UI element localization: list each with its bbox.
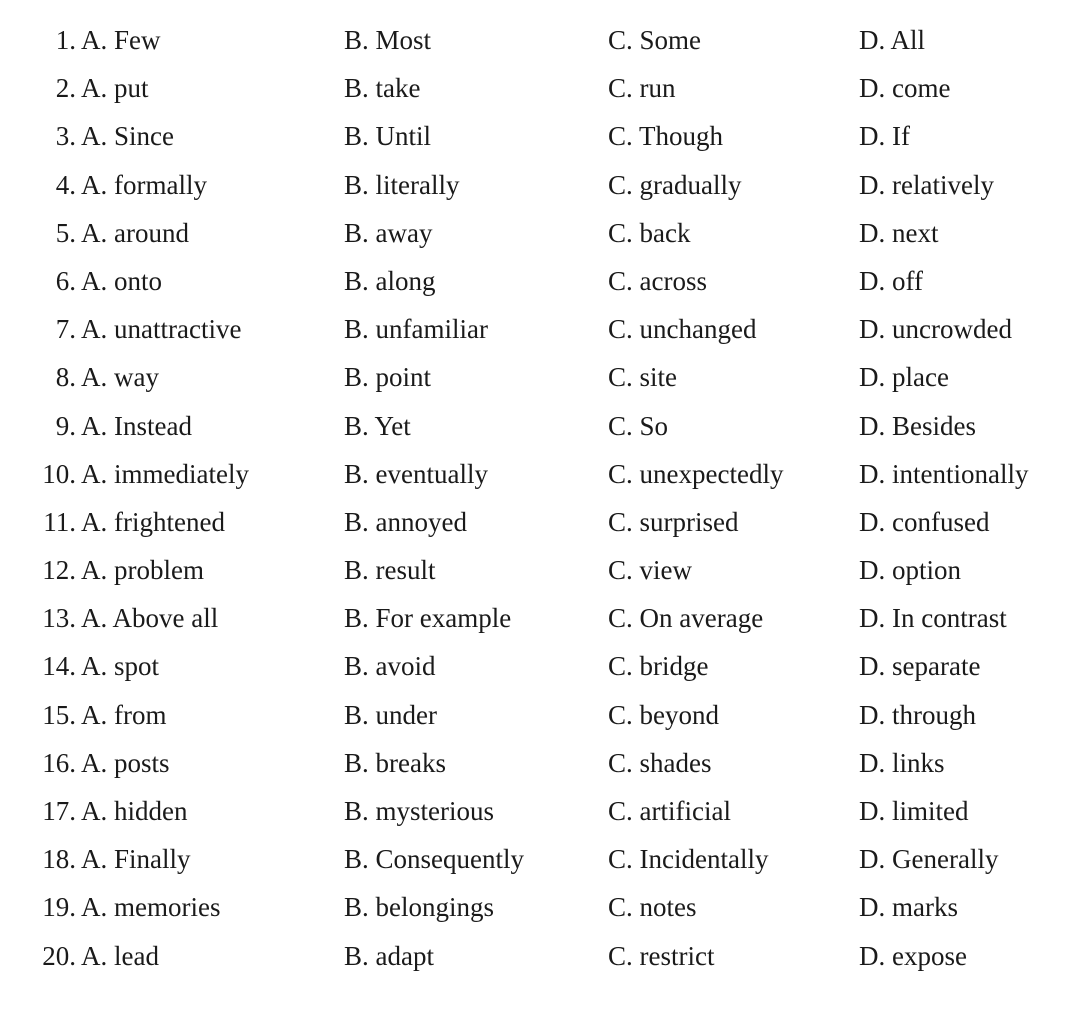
- question-number: 5.: [55, 217, 76, 248]
- option-c: C. run: [608, 73, 676, 104]
- option-a: A. put: [81, 73, 149, 104]
- question-row: [0, 305, 1080, 353]
- option-b: B. result: [344, 555, 436, 586]
- option-b: B. under: [344, 699, 437, 730]
- question-number: 2.: [55, 73, 76, 104]
- question-number: 8.: [55, 362, 76, 393]
- option-a: A. Finally: [81, 844, 191, 875]
- option-a: A. posts: [81, 747, 170, 778]
- option-b: B. adapt: [344, 940, 434, 971]
- option-c: C. unchanged: [608, 314, 757, 345]
- question-row: [0, 16, 1080, 64]
- option-a: A. onto: [81, 265, 162, 296]
- option-b: B. breaks: [344, 747, 446, 778]
- question-row: [0, 883, 1080, 931]
- option-b: B. Until: [344, 121, 432, 152]
- option-a: A. problem: [81, 555, 204, 586]
- question-row: [0, 209, 1080, 257]
- question-row: [0, 498, 1080, 546]
- option-a: A. around: [81, 217, 189, 248]
- option-c: C. across: [608, 265, 707, 296]
- option-c: C. shades: [608, 747, 712, 778]
- question-row: [0, 112, 1080, 160]
- option-c: C. bridge: [608, 651, 709, 682]
- option-b: B. Consequently: [344, 844, 524, 875]
- option-b: B. away: [344, 217, 433, 248]
- option-a: A. way: [81, 362, 159, 393]
- option-b: B. Most: [344, 25, 432, 55]
- option-b: B. point: [344, 362, 432, 393]
- question-row: [0, 787, 1080, 835]
- option-b: B. belongings: [344, 892, 495, 923]
- question-row: [0, 932, 1080, 980]
- question-row: [0, 739, 1080, 787]
- option-c: C. back: [608, 217, 691, 248]
- option-d: D. next: [859, 217, 939, 248]
- option-a: A. formally: [81, 169, 207, 200]
- option-b: B. avoid: [344, 651, 436, 682]
- question-number: 3.: [55, 121, 76, 152]
- question-number: 9.: [55, 410, 76, 441]
- option-d: D. relatively: [859, 169, 994, 200]
- option-a: A. Few: [81, 25, 161, 55]
- option-c: C. Some: [608, 25, 702, 55]
- question-row: [0, 402, 1080, 450]
- option-c: C. Though: [608, 121, 724, 152]
- option-a: A. Above all: [81, 603, 219, 634]
- question-number: 15.: [42, 699, 76, 730]
- question-number: 6.: [55, 265, 76, 296]
- option-b: B. For example: [344, 603, 512, 634]
- question-row: [0, 691, 1080, 739]
- option-b: B. literally: [344, 169, 460, 200]
- question-number: 1.: [55, 25, 76, 55]
- option-d: D. Generally: [859, 844, 999, 875]
- question-number: 12.: [42, 555, 76, 586]
- question-number: 18.: [42, 844, 76, 875]
- option-d: D. In contrast: [859, 603, 1007, 634]
- option-a: A. from: [81, 699, 167, 730]
- option-b: B. take: [344, 73, 421, 104]
- question-number: 19.: [42, 892, 76, 923]
- option-d: D. confused: [859, 506, 990, 537]
- question-row: [0, 594, 1080, 642]
- option-c: C. beyond: [608, 699, 719, 730]
- option-b: B. along: [344, 265, 436, 296]
- question-number: 14.: [42, 651, 76, 682]
- option-c: C. Incidentally: [608, 844, 769, 875]
- question-number: 13.: [42, 603, 76, 634]
- question-row: [0, 257, 1080, 305]
- option-c: C. On average: [608, 603, 764, 634]
- option-d: D. All: [859, 25, 926, 55]
- option-a: A. hidden: [81, 796, 188, 826]
- option-a: A. frightened: [81, 506, 225, 537]
- question-number: 16.: [42, 747, 76, 778]
- question-number: 7.: [55, 314, 76, 345]
- option-b: B. annoyed: [344, 506, 467, 537]
- question-row: [0, 64, 1080, 112]
- option-d: D. marks: [859, 892, 958, 923]
- option-c: C. gradually: [608, 169, 742, 200]
- option-c: C. artificial: [608, 796, 731, 826]
- question-row: [0, 642, 1080, 690]
- option-b: B. Yet: [344, 410, 411, 441]
- option-a: A. memories: [81, 892, 221, 923]
- question-number: 10.: [42, 458, 76, 489]
- option-d: D. uncrowded: [859, 314, 1012, 345]
- option-b: B. eventually: [344, 458, 488, 489]
- option-a: A. Since: [81, 121, 174, 152]
- option-c: C. So: [608, 410, 669, 441]
- answer-options-list: [0, 16, 1080, 980]
- option-d: D. option: [859, 555, 962, 586]
- question-number: 4.: [55, 169, 76, 200]
- option-c: C. surprised: [608, 506, 739, 537]
- question-row: [0, 450, 1080, 498]
- question-number: 17.: [42, 796, 76, 826]
- question-row: [0, 546, 1080, 594]
- option-d: D. through: [859, 699, 976, 730]
- option-d: D. Besides: [859, 410, 976, 441]
- question-row: [0, 835, 1080, 883]
- option-d: D. If: [859, 121, 910, 152]
- option-d: D. come: [859, 73, 951, 104]
- option-a: A. immediately: [81, 458, 249, 489]
- option-c: C. notes: [608, 892, 697, 923]
- option-b: B. mysterious: [344, 796, 495, 826]
- option-d: D. off: [859, 265, 923, 296]
- option-b: B. unfamiliar: [344, 314, 488, 345]
- option-d: D. expose: [859, 940, 967, 971]
- option-a: A. spot: [81, 651, 160, 682]
- option-d: D. separate: [859, 651, 981, 682]
- option-d: D. place: [859, 362, 949, 393]
- question-number: 20.: [42, 940, 76, 971]
- option-c: C. unexpectedly: [608, 458, 784, 489]
- option-d: D. links: [859, 747, 945, 778]
- question-row: [0, 353, 1080, 401]
- option-d: D. intentionally: [859, 458, 1029, 489]
- option-c: C. restrict: [608, 940, 715, 971]
- option-d: D. limited: [859, 796, 969, 826]
- option-a: A. Instead: [81, 410, 192, 441]
- question-row: [0, 161, 1080, 209]
- option-c: C. view: [608, 555, 692, 586]
- question-number: 11.: [43, 506, 76, 537]
- option-a: A. lead: [81, 940, 159, 971]
- option-c: C. site: [608, 362, 678, 393]
- option-a: A. unattractive: [81, 314, 242, 345]
